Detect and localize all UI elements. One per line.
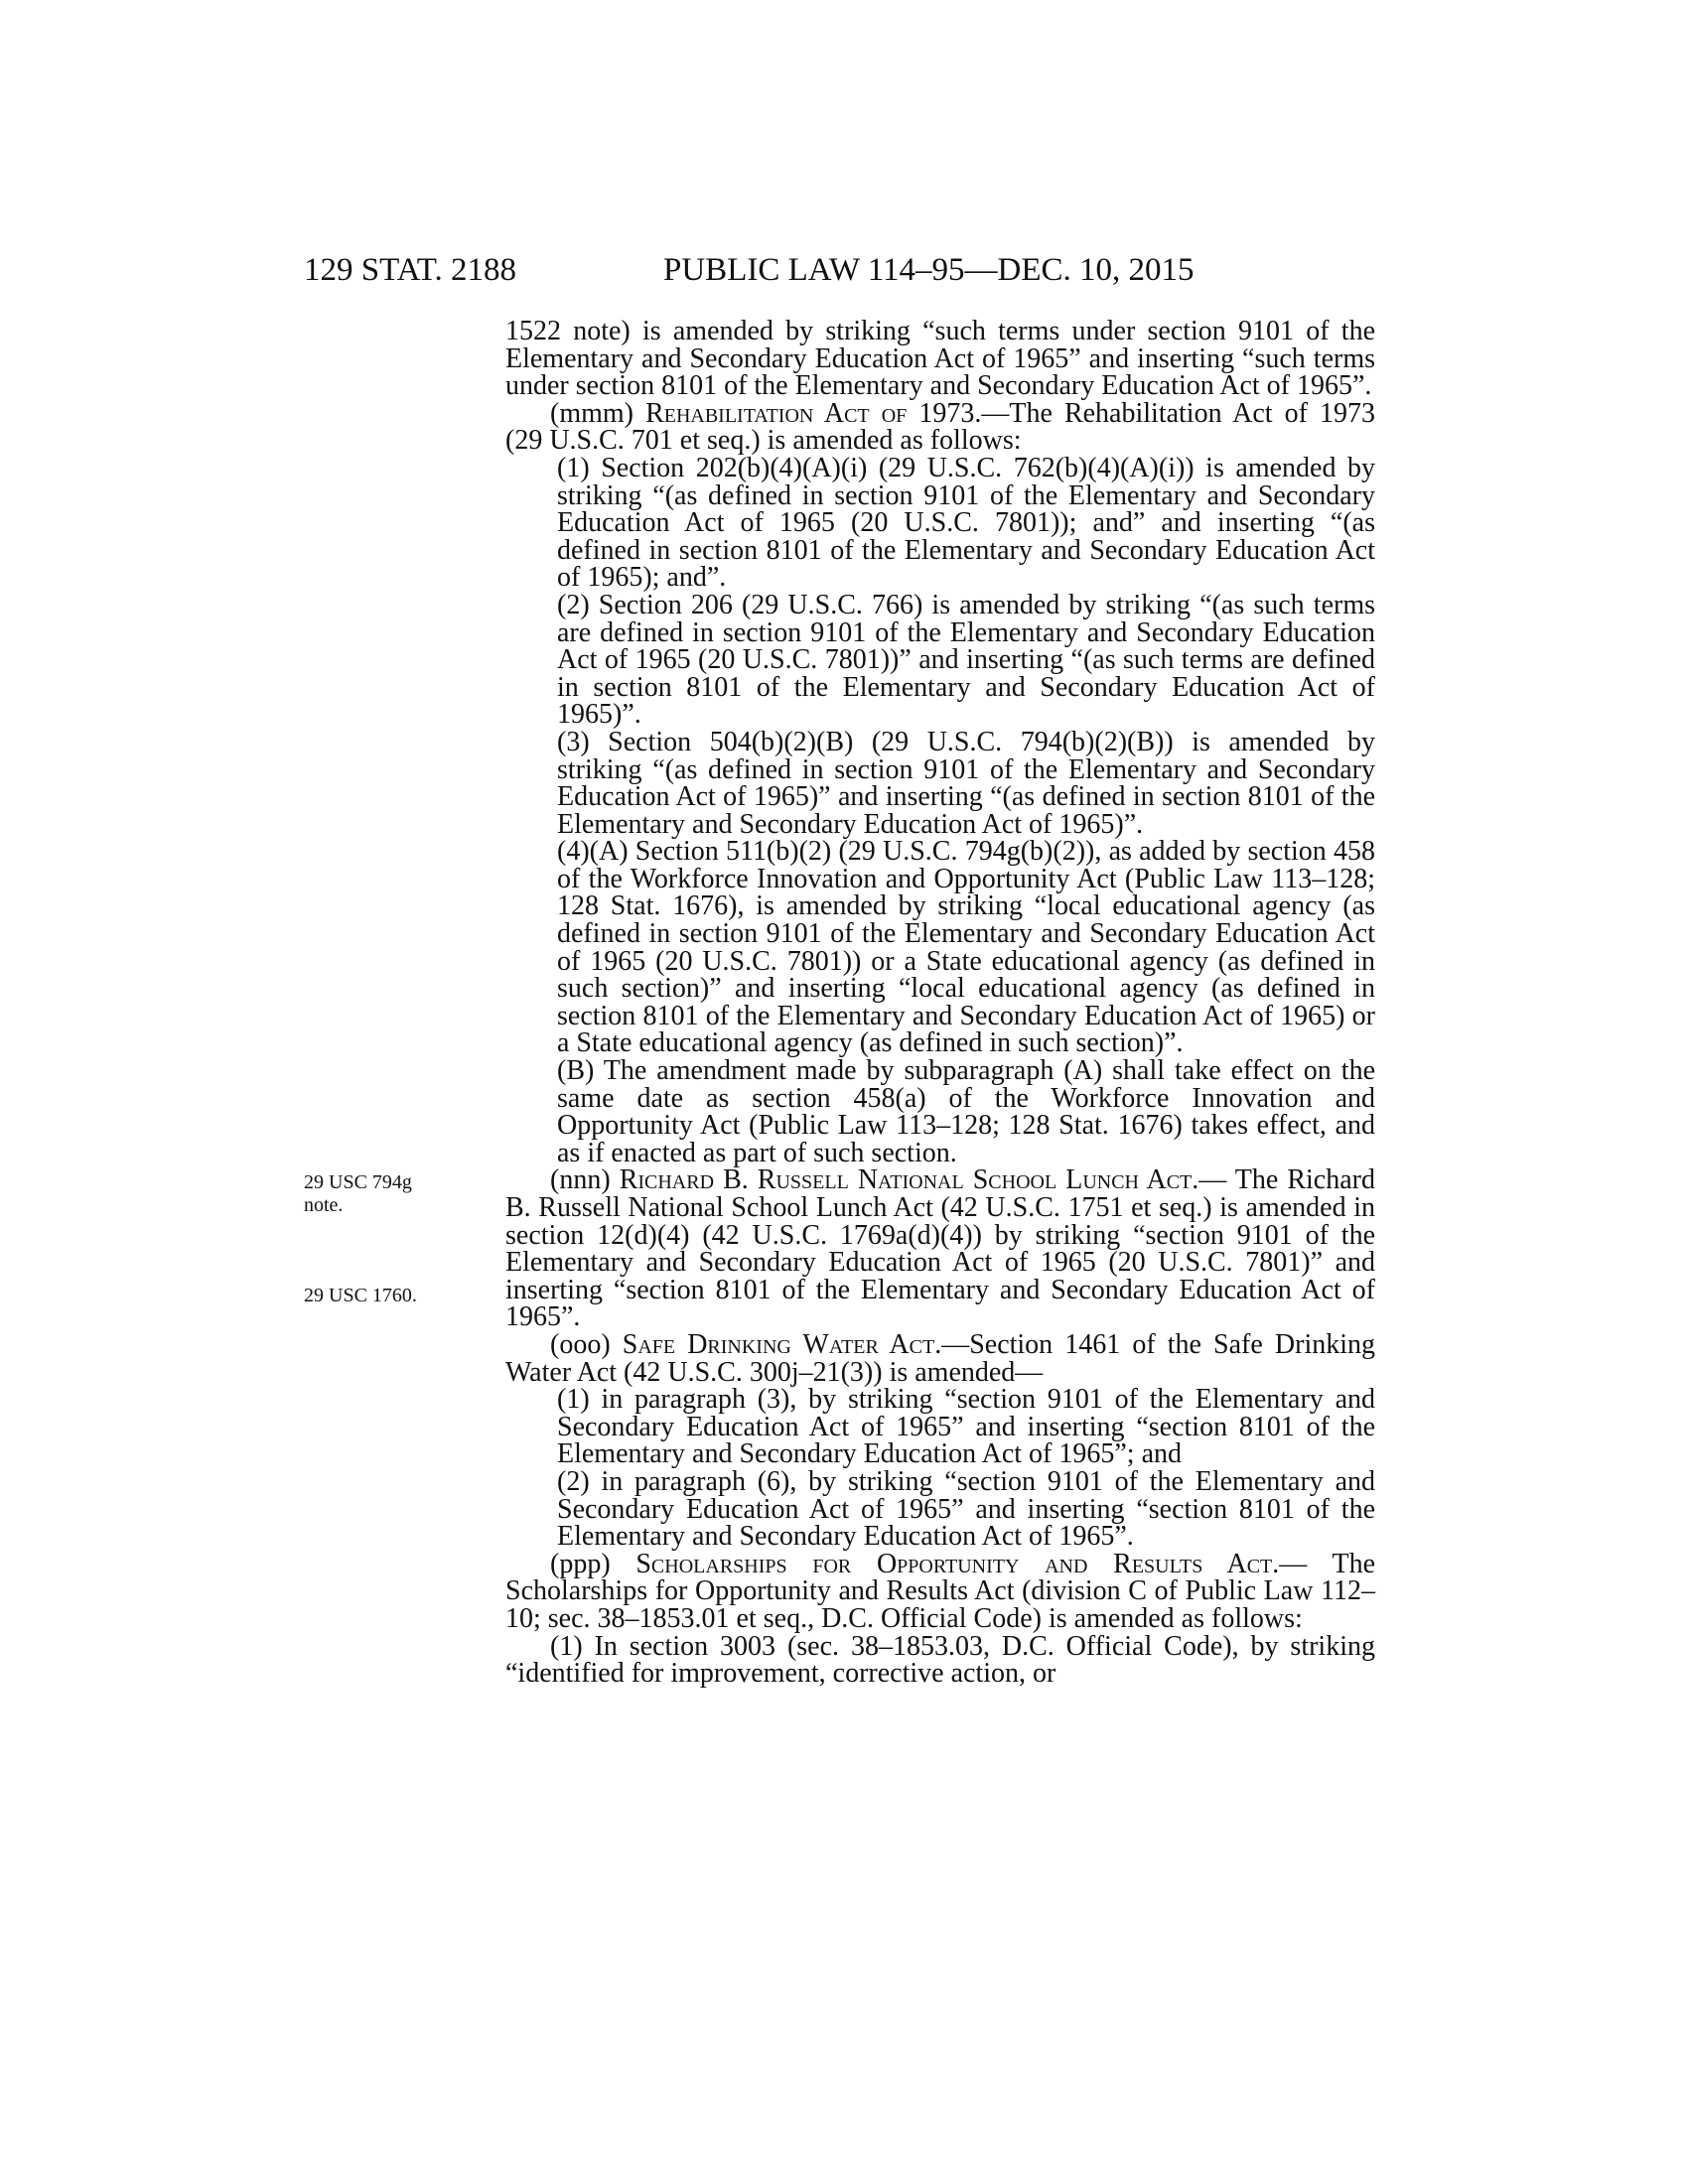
paragraph-text: (1) Section 202(b)(4)(A)(i) (29 U.S.C. 762(b)(4)(A)(i)) is amended by striking “(as defined in section 9101 of the Elementary and Secondary Education Act of 1965 (20 U.S.C. 7801)); and” and inserting “(as defined in section 8101 of the Elementary and Secondary Education Act of 1965); and”. <box>557 452 1375 594</box>
paragraph-text: (1) In section 3003 (sec. 38–1853.03, D.C. Official Code), by striking “identified for improvement, corrective action, or <box>505 1630 1375 1690</box>
paragraph-text: (B) The amendment made by subparagraph (A) shall take effect on the same date as section 458(a) of the Workforce Innovation and Opportunity Act (Public Law 113–128; 128 Stat. 1676) takes effect, and as if enacted as part of such section. <box>557 1055 1375 1168</box>
subsection-heading: Scholarships for Opportunity and Results Act <box>635 1548 1273 1579</box>
subsection-label: (ooo) <box>550 1328 623 1360</box>
paragraph-ppp-1 <box>505 1630 1375 1690</box>
paragraph-text: .—The Rehabilitation Act of 1973 (29 U.S.C. 701 et seq.) is amended as follows: <box>505 397 1375 457</box>
paragraph-text: .— The Richard B. Russell National School Lunch Act (42 U.S.C. 1751 et seq.) is amended in section 12(d)(4) (42 U.S.C. 1769a(d)(4)) by striking “section 9101 of the Elementary and Secondary Education Act of 1965 (20 U.S.C. 7801)” and inserting “section 8101 of the Elementary and Secondary Education Act of 1965”. <box>505 1164 1375 1333</box>
paragraph-mmm-2 <box>505 589 1375 731</box>
paragraph-ooo-1 <box>505 1386 1375 1468</box>
subsection-label: (nnn) <box>550 1164 620 1196</box>
paragraph-text: .— The Scholarships for Opportunity and Results Act (division C of Public Law 112–10; sec. 38–1853.01 et seq., D.C. Official Code) is amended as follows: <box>505 1548 1375 1634</box>
paragraph-mmm-4a <box>505 838 1375 1057</box>
paragraph-text: (3) Section 504(b)(2)(B) (29 U.S.C. 794(b)(2)(B)) is amended by striking “(as defined in section 9101 of the Elementary and Secondary Education Act of 1965)” and inserting “(as defined in section 8101 of the Elementary and Secondary Education Act of 1965)”. <box>557 726 1375 840</box>
paragraph-text: (1) in paragraph (3), by striking “section 9101 of the Elementary and Secondary Education Act of 1965” and inserting “section 8101 of the Elementary and Secondary Education Act of 1965”; and <box>557 1384 1375 1470</box>
subsection-heading: Safe Drinking Water Act <box>622 1328 935 1360</box>
paragraph-mmm-1 <box>505 452 1375 594</box>
paragraph-text: (4)(A) Section 511(b)(2) (29 U.S.C. 794g(b)(2)), as added by section 458 of the Workforce Innovation and Opportunity Act (Public Law 113–128; 128 Stat. 1676), is amended by striking “local educational agency (as defined in section 9101 of the Elementary and Secondary Education Act of 1965 (20 U.S.C. 7801)) or a State educational agency (as defined in such section)” and inserting “local educational agency (as defined in section 8101 of the Elementary and Secondary Education Act of 1965) or a State educational agency (as defined in such section)”. <box>557 836 1375 1059</box>
paragraph-text: 1522 note) is amended by striking “such terms under section 9101 of the Elementary and Secondary Education Act of 1965” and inserting “such terms under section 8101 of the Elementary and Secondary Education Act of 1965”. <box>505 316 1375 402</box>
paragraph-mmm-4b <box>505 1057 1375 1166</box>
subsection-label: (ppp) <box>550 1548 636 1579</box>
body-text <box>505 318 1375 1688</box>
paragraph-mmm-3 <box>505 726 1375 840</box>
paragraph-continuation <box>505 318 1375 400</box>
margin-note-1760: 29 USC 1760. <box>304 1285 417 1306</box>
subsection-label: (mmm) <box>550 397 646 429</box>
paragraph-text: (2) in paragraph (6), by striking “section 9101 of the Elementary and Secondary Education Act of 1965” and inserting “section 8101 of the Elementary and Secondary Education Act of 1965”. <box>557 1465 1375 1553</box>
subsection-ppp <box>505 1548 1375 1634</box>
margin-note-794g: 29 USC 794g note. <box>304 1171 412 1216</box>
subsection-ooo <box>505 1328 1376 1388</box>
page-header <box>304 250 1376 290</box>
subsection-heading: Richard B. Russell National School Lunch Act <box>619 1164 1193 1196</box>
paragraph-ooo-2 <box>505 1465 1375 1553</box>
subsection-heading: Rehabilitation Act of 1973 <box>645 397 975 429</box>
running-head: PUBLIC LAW 114–95—DEC. 10, 2015 <box>663 252 1195 288</box>
statute-page-reference: 129 STAT. 2188 <box>304 252 517 288</box>
paragraph-text: (2) Section 206 (29 U.S.C. 766) is amended by striking “(as such terms are defined in section 9101 of the Elementary and Secondary Education Act of 1965 (20 U.S.C. 7801))” and inserting “(as such terms are defined in section 8101 of the Elementary and Secondary Education Act of 1965)”. <box>557 589 1375 731</box>
subsection-mmm <box>505 397 1375 457</box>
subsection-nnn <box>505 1166 1375 1331</box>
paragraph-text: .—Section 1461 of the Safe Drinking Water Act (42 U.S.C. 300j–21(3)) is amended— <box>505 1328 1376 1388</box>
